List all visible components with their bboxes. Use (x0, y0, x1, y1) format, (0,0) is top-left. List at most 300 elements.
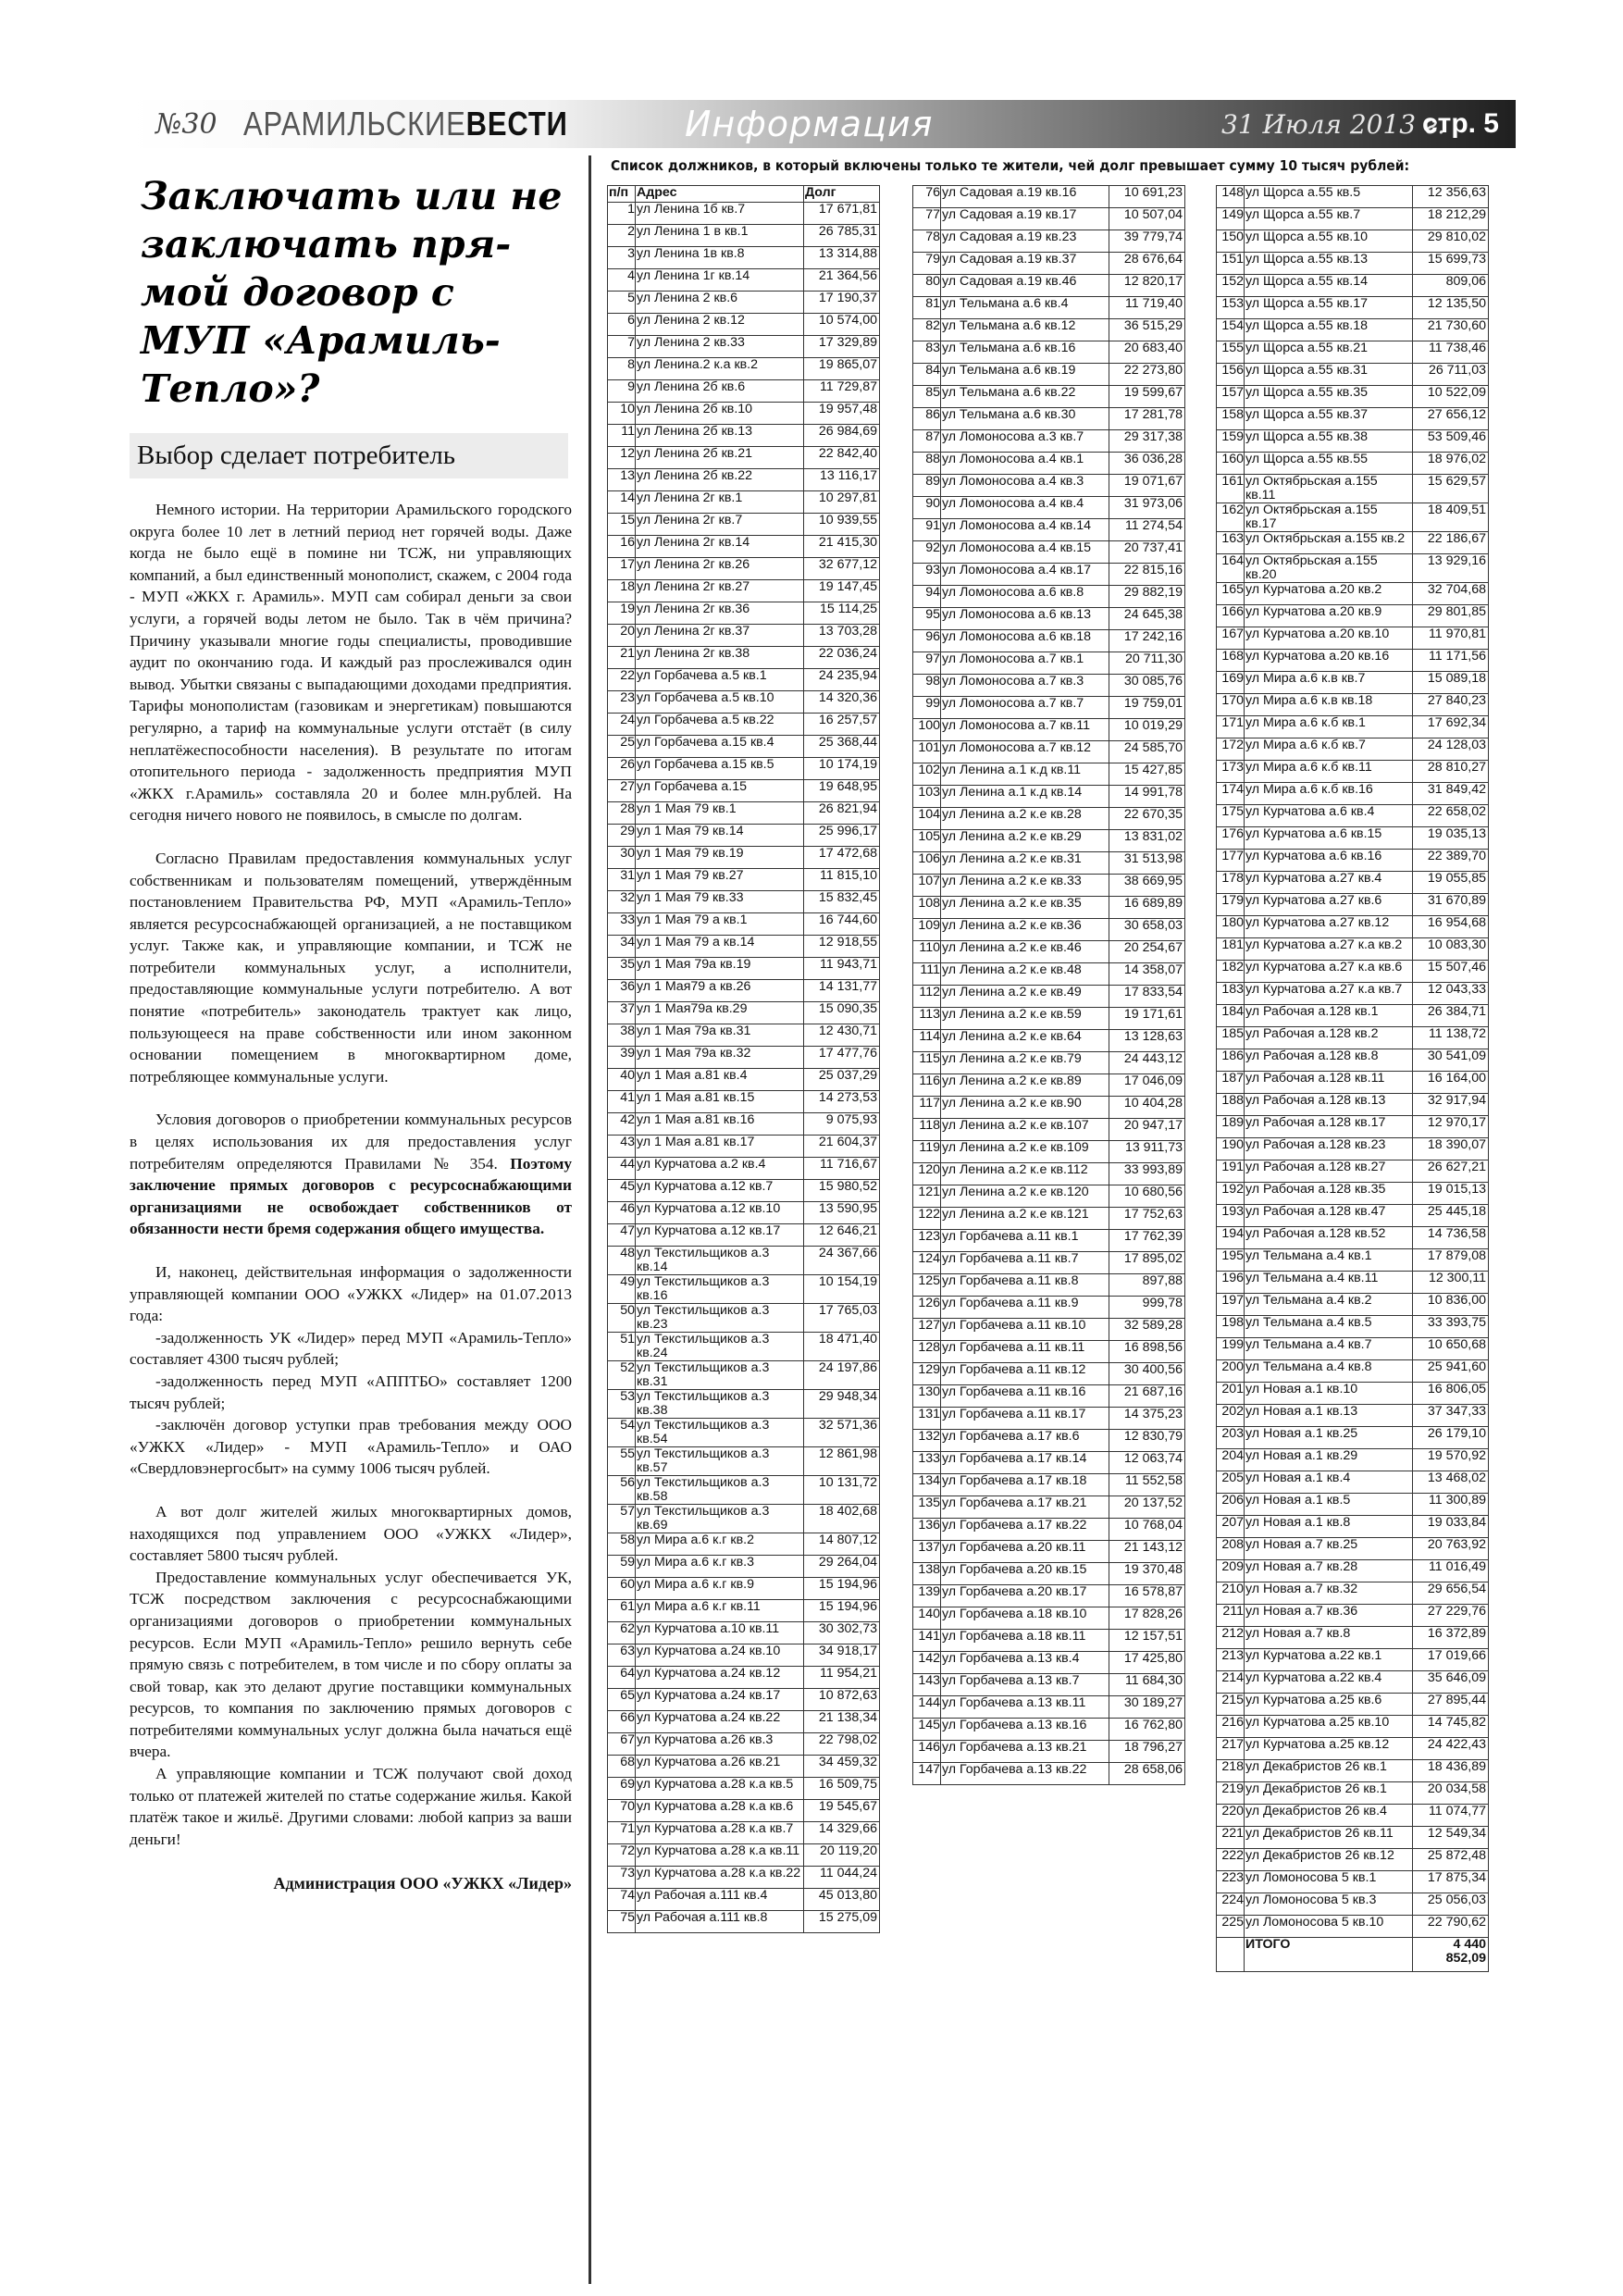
debt-cell: 11 815,10 (804, 869, 880, 891)
debt-cell: 14 131,77 (804, 980, 880, 1002)
table-row (608, 1091, 880, 1113)
debt-cell: 36 036,28 (1109, 453, 1185, 475)
debt-cell: 21 604,37 (804, 1136, 880, 1158)
debt-cell: 22 815,16 (1109, 564, 1185, 586)
table-row (1217, 1782, 1489, 1805)
row-number: 187 (1217, 1072, 1245, 1094)
table-row (1217, 475, 1489, 503)
debt-cell: 16 689,89 (1109, 897, 1185, 919)
table-row (1217, 1294, 1489, 1316)
row-number: 207 (1217, 1516, 1245, 1538)
brand-light: АРАМИЛЬСКИЕ (242, 105, 466, 143)
address-cell: ул Горбачева а.11 кв.10 (941, 1319, 1109, 1341)
row-number: 217 (1217, 1738, 1245, 1760)
debt-cell: 10 691,23 (1109, 186, 1185, 208)
debt-cell: 45 013,80 (804, 1889, 880, 1911)
address-cell: ул Тельмана а.4 кв.2 (1245, 1294, 1413, 1316)
newspaper-name (243, 105, 568, 143)
table-row (608, 1778, 880, 1800)
row-number: 151 (1217, 253, 1245, 275)
debt-cell: 16 164,00 (1413, 1072, 1489, 1094)
article-headline: Заключать или не заключать пря-мой договор с МУП «Арамиль-Тепло»? (141, 174, 563, 411)
table-row (913, 319, 1185, 341)
address-cell: ул Октябрьская а.155 кв.17 (1245, 503, 1413, 532)
table-row (608, 358, 880, 380)
address-cell: ул Курчатова а.20 кв.16 (1245, 650, 1413, 672)
address-cell: ул Садовая а.19 кв.37 (941, 253, 1109, 275)
table-row (608, 269, 880, 292)
table-row (608, 1889, 880, 1911)
table-row (1217, 850, 1489, 872)
debt-cell: 10 872,63 (804, 1689, 880, 1711)
table-row (913, 1341, 1185, 1363)
row-number: 211 (1217, 1605, 1245, 1627)
address-cell: ул Декабристов 26 кв.1 (1245, 1782, 1413, 1805)
address-cell: ул Горбачева а.17 кв.18 (941, 1474, 1109, 1496)
row-number: 65 (608, 1689, 636, 1711)
debt-cell: 24 367,66 (804, 1247, 880, 1275)
row-number: 47 (608, 1224, 636, 1247)
row-number: 166 (1217, 605, 1245, 627)
debt-cell: 18 390,07 (1413, 1138, 1489, 1160)
address-cell: ул Ленина а.2 к.е кв.33 (941, 875, 1109, 897)
article-subhead: Выбор сделает потребитель (130, 433, 568, 478)
table-row (913, 1297, 1185, 1319)
debt-cell: 17 019,66 (1413, 1649, 1489, 1671)
debt-cell: 13 116,17 (804, 469, 880, 491)
row-number: 16 (608, 536, 636, 558)
row-number: 28 (608, 802, 636, 825)
table-row (913, 630, 1185, 652)
address-cell: ул Текстильщиков а.3 кв.57 (636, 1447, 804, 1476)
row-number: 54 (608, 1419, 636, 1447)
table-row (1217, 430, 1489, 453)
table-row (913, 1674, 1185, 1696)
row-number: 203 (1217, 1427, 1245, 1449)
table-row (608, 1069, 880, 1091)
table-row (913, 386, 1185, 408)
table-row (913, 1519, 1185, 1541)
table-row (913, 453, 1185, 475)
debt-cell: 26 179,10 (1413, 1427, 1489, 1449)
row-number: 126 (913, 1297, 941, 1319)
debt-cell: 17 895,02 (1109, 1252, 1185, 1274)
table-row (608, 1533, 880, 1556)
total-value: 4 440 852,09 (1413, 1938, 1489, 1972)
debt-cell: 19 171,61 (1109, 1008, 1185, 1030)
address-cell: ул Горбачева а.20 кв.15 (941, 1563, 1109, 1585)
table-row (608, 1024, 880, 1047)
address-cell: ул Тельмана а.6 кв.16 (941, 341, 1109, 364)
debt-cell: 13 831,02 (1109, 830, 1185, 852)
address-cell: ул 1 Мая 79 кв.27 (636, 869, 804, 891)
table-row (608, 1867, 880, 1889)
table-row (1217, 827, 1489, 850)
debt-cell: 33 993,89 (1109, 1163, 1185, 1185)
row-number: 6 (608, 314, 636, 336)
row-number: 46 (608, 1202, 636, 1224)
table-row (1217, 783, 1489, 805)
row-number: 38 (608, 1024, 636, 1047)
address-cell: ул Текстильщиков а.3 кв.16 (636, 1275, 804, 1304)
row-number: 194 (1217, 1227, 1245, 1249)
table-row (608, 469, 880, 491)
row-number: 120 (913, 1163, 941, 1185)
debt-cell: 11 171,56 (1413, 650, 1489, 672)
row-number: 76 (913, 186, 941, 208)
address-cell: ул Горбачева а.11 кв.1 (941, 1230, 1109, 1252)
table-row (913, 1097, 1185, 1119)
debt-cell: 15 699,73 (1413, 253, 1489, 275)
address-cell: ул 1 Мая 79 а кв.1 (636, 913, 804, 936)
row-number: 129 (913, 1363, 941, 1385)
table-row (913, 1319, 1185, 1341)
address-cell: ул Тельмана а.4 кв.5 (1245, 1316, 1413, 1338)
debt-cell: 31 849,42 (1413, 783, 1489, 805)
table-row (608, 869, 880, 891)
address-cell: ул Курчатова а.24 кв.10 (636, 1644, 804, 1667)
table-row (913, 808, 1185, 830)
table-row (1217, 341, 1489, 364)
table-row (608, 1390, 880, 1419)
table-row (1217, 1671, 1489, 1694)
row-number: 5 (608, 292, 636, 314)
table-row (1217, 872, 1489, 894)
debt-cell: 897,88 (1109, 1274, 1185, 1297)
table-row (608, 891, 880, 913)
debt-cell: 53 509,46 (1413, 430, 1489, 453)
debt-cell: 11 729,87 (804, 380, 880, 403)
address-cell: ул Новая а.1 кв.29 (1245, 1449, 1413, 1471)
masthead (130, 100, 1516, 148)
debt-cell: 13 590,95 (804, 1202, 880, 1224)
table-row (1217, 253, 1489, 275)
address-cell: ул Горбачева а.17 кв.21 (941, 1496, 1109, 1519)
debt-cell: 17 692,34 (1413, 716, 1489, 738)
address-cell: ул Октябрьская а.155 кв.11 (1245, 475, 1413, 503)
debt-cell: 38 669,95 (1109, 875, 1185, 897)
debt-cell: 10 507,04 (1109, 208, 1185, 230)
row-number: 183 (1217, 983, 1245, 1005)
row-number: 69 (608, 1778, 636, 1800)
address-cell: ул Ломоносова 5 кв.3 (1245, 1893, 1413, 1916)
address-cell: ул Новая а.1 кв.13 (1245, 1405, 1413, 1427)
table-row (913, 1541, 1185, 1563)
table-row (1217, 761, 1489, 783)
address-cell: ул Ломоносова а.7 кв.3 (941, 675, 1109, 697)
row-number: 149 (1217, 208, 1245, 230)
debt-cell: 25 037,29 (804, 1069, 880, 1091)
debt-cell: 26 711,03 (1413, 364, 1489, 386)
row-number: 121 (913, 1185, 941, 1208)
debt-cell: 18 796,27 (1109, 1741, 1185, 1763)
table-row (1217, 1027, 1489, 1049)
table-row (1217, 230, 1489, 253)
row-number: 91 (913, 519, 941, 541)
debt-cell: 25 445,18 (1413, 1205, 1489, 1227)
row-number: 191 (1217, 1160, 1245, 1183)
debt-cell: 37 347,33 (1413, 1405, 1489, 1427)
row-number: 12 (608, 447, 636, 469)
address-cell: ул Ленина а.2 к.е кв.64 (941, 1030, 1109, 1052)
table-row (913, 408, 1185, 430)
row-number: 134 (913, 1474, 941, 1496)
debt-cell: 16 806,05 (1413, 1383, 1489, 1405)
debt-cell: 29 810,02 (1413, 230, 1489, 253)
address-cell: ул Ломоносова а.7 кв.12 (941, 741, 1109, 763)
row-number: 77 (913, 208, 941, 230)
address-cell: ул Ленина 2 кв.6 (636, 292, 804, 314)
table-row (608, 1476, 880, 1505)
debt-cell: 29 882,19 (1109, 586, 1185, 608)
row-number: 192 (1217, 1183, 1245, 1205)
address-cell: ул Щорса а.55 кв.13 (1245, 253, 1413, 275)
row-number: 225 (1217, 1916, 1245, 1938)
debt-cell: 20 254,67 (1109, 941, 1185, 963)
row-number: 40 (608, 1069, 636, 1091)
row-number: 167 (1217, 627, 1245, 650)
table-row (913, 786, 1185, 808)
debt-cell: 12 549,34 (1413, 1827, 1489, 1849)
address-cell: ул Рабочая а.128 кв.13 (1245, 1094, 1413, 1116)
address-cell: ул Курчатова а.27 к.а кв.2 (1245, 938, 1413, 961)
debt-cell: 36 515,29 (1109, 319, 1185, 341)
table-row (608, 847, 880, 869)
row-number: 9 (608, 380, 636, 403)
row-number: 8 (608, 358, 636, 380)
address-cell: ул Текстильщиков а.3 кв.38 (636, 1390, 804, 1419)
debt-cell: 26 627,21 (1413, 1160, 1489, 1183)
address-cell: ул 1 Мая79а кв.29 (636, 1002, 804, 1024)
debt-cell: 14 273,53 (804, 1091, 880, 1113)
table-row (913, 364, 1185, 386)
address-cell: ул Курчатова а.6 кв.4 (1245, 805, 1413, 827)
row-number: 147 (913, 1763, 941, 1785)
debt-cell: 30 658,03 (1109, 919, 1185, 941)
table-row (1217, 503, 1489, 532)
table-row (913, 1585, 1185, 1607)
address-cell: ул Щорса а.55 кв.5 (1245, 186, 1413, 208)
row-number: 103 (913, 786, 941, 808)
row-number: 137 (913, 1541, 941, 1563)
address-cell: ул Рабочая а.111 кв.4 (636, 1889, 804, 1911)
debt-cell: 24 645,38 (1109, 608, 1185, 630)
row-number: 193 (1217, 1205, 1245, 1227)
table-row (1217, 1582, 1489, 1605)
row-number: 165 (1217, 583, 1245, 605)
debt-cell: 19 033,84 (1413, 1516, 1489, 1538)
row-number: 201 (1217, 1383, 1245, 1405)
address-cell: ул Ломоносова 5 кв.10 (1245, 1916, 1413, 1938)
debt-cell: 12 063,74 (1109, 1452, 1185, 1474)
address-cell: ул Курчатова а.20 кв.2 (1245, 583, 1413, 605)
row-number: 172 (1217, 738, 1245, 761)
debt-cell: 18 976,02 (1413, 453, 1489, 475)
debt-cell: 22 842,40 (804, 447, 880, 469)
debt-cell: 22 670,35 (1109, 808, 1185, 830)
table-row (913, 297, 1185, 319)
debt-cell: 13 929,16 (1413, 554, 1489, 583)
address-cell: ул Ленина а.1 к.д кв.11 (941, 763, 1109, 786)
debt-cell: 16 762,80 (1109, 1719, 1185, 1741)
address-cell: ул Рабочая а.128 кв.52 (1245, 1227, 1413, 1249)
row-number: 154 (1217, 319, 1245, 341)
debt-cell: 18 409,51 (1413, 503, 1489, 532)
row-number: 3 (608, 247, 636, 269)
address-cell: ул Курчатова а.28 к.а кв.22 (636, 1867, 804, 1889)
table-row (913, 208, 1185, 230)
debt-cell: 20 683,40 (1109, 341, 1185, 364)
row-number: 95 (913, 608, 941, 630)
address-cell: ул Рабочая а.128 кв.47 (1245, 1205, 1413, 1227)
total-empty-cell (1217, 1938, 1245, 1972)
debt-cell: 35 646,09 (1413, 1671, 1489, 1694)
address-cell: ул 1 Мая 79 кв.1 (636, 802, 804, 825)
debt-cell: 11 684,30 (1109, 1674, 1185, 1696)
address-cell: ул Курчатова а.28 к.а кв.11 (636, 1844, 804, 1867)
address-cell: ул Курчатова а.24 кв.17 (636, 1689, 804, 1711)
debtors-table-column-2 (912, 185, 1185, 1785)
address-cell: ул Ленина 2 кв.12 (636, 314, 804, 336)
row-number: 66 (608, 1711, 636, 1733)
debt-cell: 20 034,58 (1413, 1782, 1489, 1805)
address-cell: ул Курчатова а.12 кв.17 (636, 1224, 804, 1247)
debtors-table-column-3 (1216, 185, 1489, 1972)
debt-cell: 11 716,67 (804, 1158, 880, 1180)
address-cell: ул Курчатова а.28 к.а кв.7 (636, 1822, 804, 1844)
address-cell: ул Тельмана а.4 кв.11 (1245, 1272, 1413, 1294)
address-cell: ул Горбачева а.13 кв.16 (941, 1719, 1109, 1741)
debt-cell: 29 801,85 (1413, 605, 1489, 627)
address-cell: ул Ленина а.2 к.е кв.107 (941, 1119, 1109, 1141)
row-number: 50 (608, 1304, 636, 1333)
address-cell: ул Ленина.2 к.а кв.2 (636, 358, 804, 380)
table-row (913, 1741, 1185, 1763)
debt-cell: 15 275,09 (804, 1911, 880, 1933)
address-cell: ул Садовая а.19 кв.16 (941, 186, 1109, 208)
row-number: 35 (608, 958, 636, 980)
debt-cell: 34 918,17 (804, 1644, 880, 1667)
debt-cell: 31 973,06 (1109, 497, 1185, 519)
paragraph: А управляющие компании и ТСЖ получают свой доход только от платежей жителей по статье содержание жилья. Какой платёж такое и жильё. Другими словами: любой каприз за ваши деньги! (130, 1765, 572, 1848)
row-number: 62 (608, 1622, 636, 1644)
debt-cell: 11 044,24 (804, 1867, 880, 1889)
address-cell: ул Декабристов 26 кв.1 (1245, 1760, 1413, 1782)
debt-cell: 16 954,68 (1413, 916, 1489, 938)
table-row (913, 586, 1185, 608)
row-number: 133 (913, 1452, 941, 1474)
paragraph: Согласно Правилам предоставления коммунальных услуг собственникам и пользователям помещений, утверждённым постановлением Правительства РФ, МУП «Арамиль-Тепло» является ресурсоснабжающей организацией, а не поставщиком услуг. Также как, и управляющие компании, и ТСЖ не потребители коммунальных услуг, а исполнители, предоставляющие коммунальные услуги потребителю. А вот понятие «потребитель» законодатель трактует как лицо, пользующееся на праве собственности или ином законном основании помещением в многоквартирном доме, потребляющее коммунальные услуги. (130, 849, 572, 1086)
address-cell: ул Курчатова а.25 кв.12 (1245, 1738, 1413, 1760)
row-number: 88 (913, 453, 941, 475)
debt-cell: 19 071,67 (1109, 475, 1185, 497)
address-cell: ул Новая а.1 кв.10 (1245, 1383, 1413, 1405)
row-number: 73 (608, 1867, 636, 1889)
table-row (913, 1119, 1185, 1141)
address-cell: ул Рабочая а.111 кв.8 (636, 1911, 804, 1933)
address-cell: ул Курчатова а.28 к.а кв.5 (636, 1778, 804, 1800)
paragraph: А вот долг жителей жилых многоквартирных домов, находящихся под управлением ООО «УЖКХ «Лидер», составляет 5800 тысяч рублей. (130, 1502, 572, 1565)
row-number: 178 (1217, 872, 1245, 894)
row-number: 14 (608, 491, 636, 514)
row-number: 108 (913, 897, 941, 919)
table-row (913, 430, 1185, 453)
debt-cell: 15 507,46 (1413, 961, 1489, 983)
row-number: 170 (1217, 694, 1245, 716)
debt-cell: 21 138,34 (804, 1711, 880, 1733)
column-header: п/п (608, 186, 636, 203)
row-number: 215 (1217, 1694, 1245, 1716)
debt-cell: 12 043,33 (1413, 983, 1489, 1005)
address-cell: ул Декабристов 26 кв.11 (1245, 1827, 1413, 1849)
debt-cell: 12 646,21 (804, 1224, 880, 1247)
address-cell: ул Горбачева а.11 кв.9 (941, 1297, 1109, 1319)
debt-cell: 13 911,73 (1109, 1141, 1185, 1163)
debt-cell: 17 242,16 (1109, 630, 1185, 652)
debt-cell: 10 297,81 (804, 491, 880, 514)
row-number: 204 (1217, 1449, 1245, 1471)
table-row (1217, 1094, 1489, 1116)
debt-cell: 10 083,30 (1413, 938, 1489, 961)
address-cell: ул Текстильщиков а.3 кв.23 (636, 1304, 804, 1333)
table-row (913, 941, 1185, 963)
debt-cell: 11 970,81 (1413, 627, 1489, 650)
row-number: 4 (608, 269, 636, 292)
table-row (608, 403, 880, 425)
debt-cell: 24 443,12 (1109, 1052, 1185, 1074)
row-number: 55 (608, 1447, 636, 1476)
debt-cell: 15 427,85 (1109, 763, 1185, 786)
address-cell: ул Мира а.6 к.б кв.16 (1245, 783, 1413, 805)
row-number: 115 (913, 1052, 941, 1074)
debt-cell: 16 509,75 (804, 1778, 880, 1800)
table-row (1217, 1249, 1489, 1272)
table-row (608, 780, 880, 802)
row-number: 117 (913, 1097, 941, 1119)
debt-cell: 17 833,54 (1109, 986, 1185, 1008)
debt-cell: 17 046,09 (1109, 1074, 1185, 1097)
row-number: 168 (1217, 650, 1245, 672)
row-number: 7 (608, 336, 636, 358)
row-number: 127 (913, 1319, 941, 1341)
row-number: 176 (1217, 827, 1245, 850)
address-cell: ул 1 Мая а.81 кв.16 (636, 1113, 804, 1136)
row-number: 143 (913, 1674, 941, 1696)
table-row (608, 536, 880, 558)
debt-cell: 22 036,24 (804, 647, 880, 669)
paragraph: И, наконец, действительная информация о задолженности управляющей компании ООО «УЖКХ «Лидер» на 01.07.2013 года: (130, 1263, 572, 1325)
table-row (1217, 894, 1489, 916)
row-number: 89 (913, 475, 941, 497)
row-number: 100 (913, 719, 941, 741)
address-cell: ул Щорса а.55 кв.7 (1245, 208, 1413, 230)
row-number: 197 (1217, 1294, 1245, 1316)
row-number: 141 (913, 1630, 941, 1652)
address-cell: ул Горбачева а.17 кв.6 (941, 1430, 1109, 1452)
debt-cell: 26 984,69 (804, 425, 880, 447)
table-row (608, 1136, 880, 1158)
debt-cell: 26 384,71 (1413, 1005, 1489, 1027)
address-cell: ул Курчатова а.24 кв.22 (636, 1711, 804, 1733)
table-row (608, 380, 880, 403)
debt-cell: 30 400,56 (1109, 1363, 1185, 1385)
table-row (913, 253, 1185, 275)
brand-bold: ВЕСТИ (465, 105, 568, 143)
table-row (608, 825, 880, 847)
table-row (608, 425, 880, 447)
address-cell: ул Мира а.6 к.б кв.1 (1245, 716, 1413, 738)
row-number: 196 (1217, 1272, 1245, 1294)
